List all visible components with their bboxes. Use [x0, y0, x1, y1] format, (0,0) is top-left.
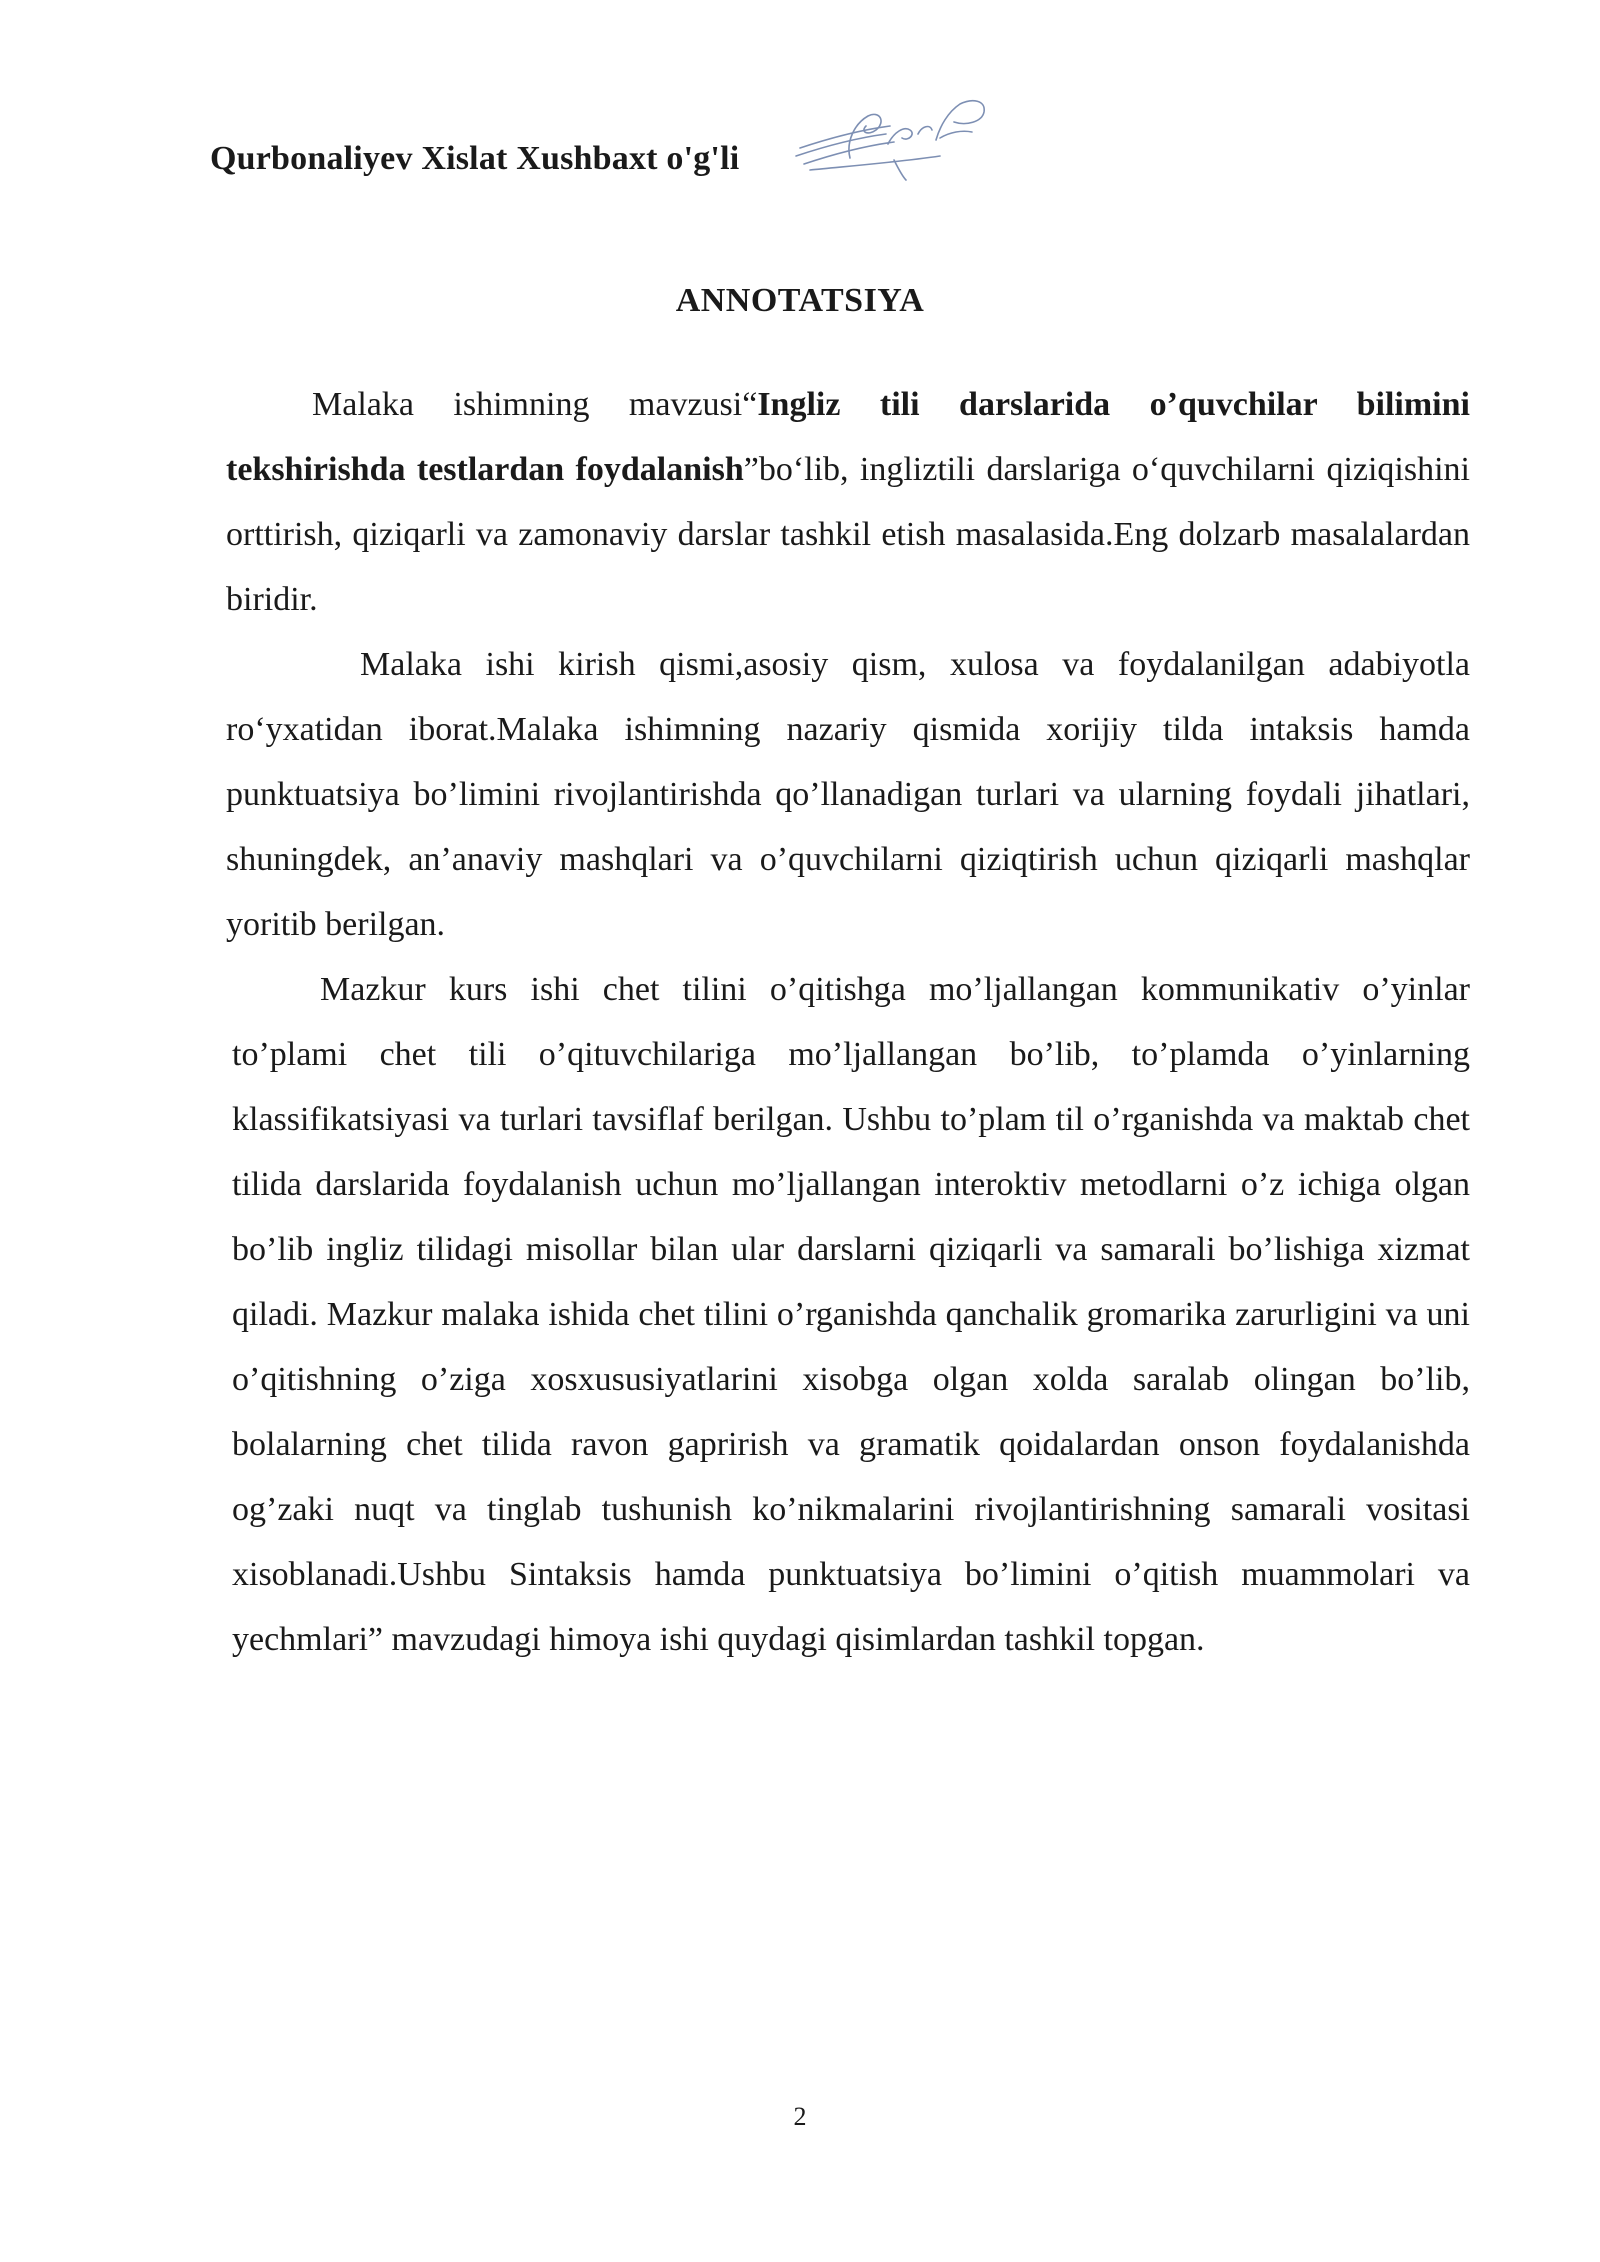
paragraph-3 [226, 957, 1470, 1672]
page-number: 2 [793, 2102, 807, 2131]
document-body [226, 372, 1470, 1672]
author-line [210, 140, 739, 178]
paragraph-1-rest: ”bo‘lib, ingliztili darslariga o‘quvchilarni qiziqishini orttirish, qiziqarli va zamonaviy darslar tashkil etish masalasida.Eng dolzarb masalalardan biridir. [226, 451, 1470, 618]
paragraph-2 [226, 632, 1470, 957]
paragraph-2-text: Malaka ishi kirish qismi,asosiy qism, xulosa va foydalanilgan adabiyotla ro‘yxatidan iborat.Malaka ishimning nazariy qismida xorijiy tilda intaksis hamda punktuatsiya bo’limini rivojlantirishda qo’llanadigan turlari va ularning foydali jihatlari, shuningdek, an’anaviy mashqlari va o’quvchilarni qiziqtirish uchun qiziqarli mashqlar yoritib berilgan. [226, 646, 1470, 943]
author-name: Qurbonaliyev Xislat Xushbaxt o'g'li [210, 140, 740, 177]
paragraph-1-title: Ingliz tili darslarida o’quvchilar bilimini tekshirishda testlardan foydalanish [226, 386, 1470, 488]
document-heading: ANNOTATSIYA [675, 282, 925, 319]
paragraph-1-lead: Malaka ishimning mavzusi“ [312, 386, 758, 423]
paragraph-3-text: Mazkur kurs ishi chet tilini o’qitishga mo’ljallangan kommunikativ o’yinlar to’plami chet tili o’qituvchilariga mo’ljallangan bo’lib, to’plamda o’yinlarning klassifikatsiyasi va turlari tavsiflaf berilgan. Ushbu to’plam til o’rganishda va maktab chet tilida darslarida foydalanish uchun mo’ljallangan interoktiv metodlarni o’z ichiga olgan bo’lib ingliz tilidagi misollar bilan ular darslarni qiziqarli va samarali bo’lishiga xizmat qiladi. Mazkur malaka ishida chet tilini o’rganishda qanchalik gromarika zarurligini va uni o’qitishning o’ziga xosxususiyatlarini xisobga olgan xolda saralab olingan bo’lib, bolalarning chet tilida ravon gaprirish va gramatik qoidalardan onson foydalanishda og’zaki nuqt va tinglab tushunish ko’nikmalarini rivojlantirishning samarali vositasi xisoblanadi.Ushbu Sintaksis hamda punktuatsiya bo’limini o’qitish muammolari va yechmlari” mavzudagi himoya ishi quydagi qisimlardan tashkil topgan. [232, 971, 1470, 1658]
signature-image [790, 86, 1010, 186]
paragraph-1 [226, 372, 1470, 632]
